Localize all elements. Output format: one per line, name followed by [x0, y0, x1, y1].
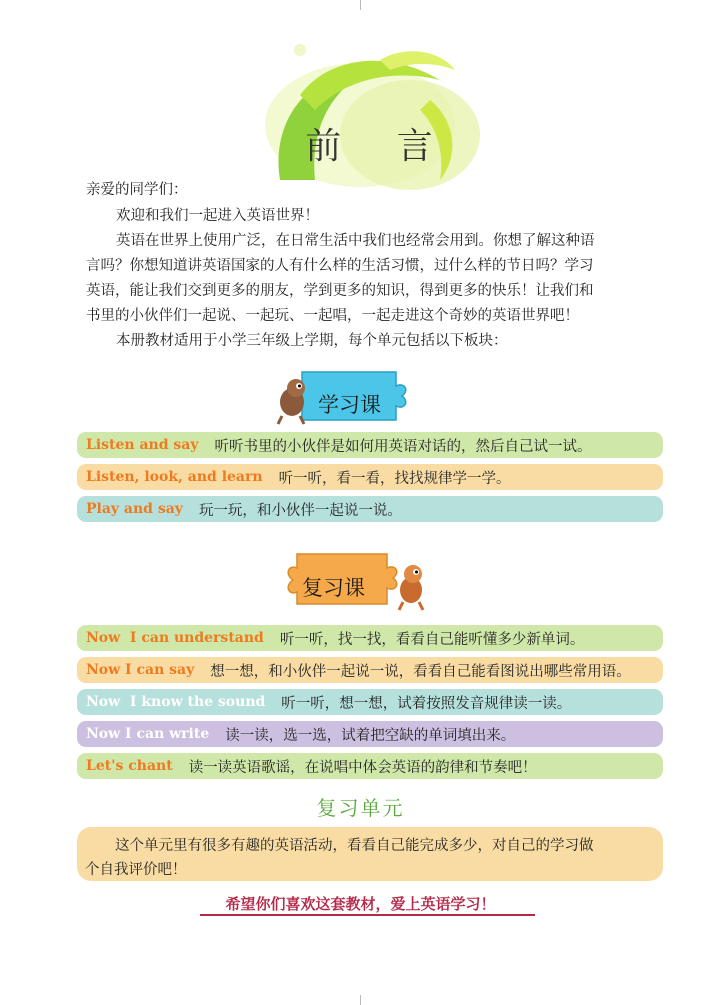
review-row-lets-chant	[77, 753, 663, 779]
crop-mark	[360, 995, 361, 1005]
intro-line-3: 言吗？你想知道讲英语国家的人有什么样的生活习惯，过什么样的节日吗？学习	[86, 258, 594, 274]
review-unit-box	[77, 827, 663, 881]
study-row-listen-and-say	[77, 432, 663, 458]
row-label: Now I know the sound	[86, 694, 266, 710]
study-row-listen-look-learn	[77, 464, 663, 490]
intro-line-2: 英语在世界上使用广泛，在日常生活中我们也经常会用到。你想了解这种语	[116, 233, 595, 249]
row-description: 听一听，想一想，试着按照发音规律读一读。	[281, 695, 572, 712]
closing-underline	[200, 914, 535, 916]
row-description: 听听书里的小伙伴是如何用英语对话的，然后自己试一试。	[214, 438, 592, 455]
title-leaf-decoration	[240, 30, 500, 200]
intro-line-5: 书里的小伙伴们一起说、一起玩、一起唱，一起走进这个奇妙的英语世界吧！	[86, 308, 579, 324]
row-description: 听一听，看一看，找找规律学一学。	[278, 470, 511, 487]
row-label: Listen and say	[86, 437, 199, 453]
intro-line-4: 英语，能让我们交到更多的朋友，学到更多的知识，得到更多的快乐！让我们和	[86, 283, 594, 299]
row-description: 读一读，选一选，试着把空缺的单词填出来。	[225, 727, 516, 744]
review-row-now-i-know-the-sound	[77, 689, 663, 715]
review-row-now-i-can-write	[77, 721, 663, 747]
review-row-now-i-can-say	[77, 657, 663, 683]
review-row-now-i-can-understand	[77, 625, 663, 651]
row-label: Listen, look, and learn	[86, 469, 263, 485]
greeting: 亲爱的同学们：	[86, 182, 188, 198]
row-description: 想一想，和小伙伴一起说一说，看看自己能看图说出哪些常用语。	[210, 663, 631, 680]
row-label: Play and say	[86, 501, 183, 517]
review-unit-line-1: 这个单元里有很多有趣的英语活动，看看自己能完成多少，对自己的学习做	[115, 838, 594, 854]
row-label: Let's chant	[86, 758, 173, 774]
cartoon-character-icon	[278, 379, 305, 424]
intro-line-6: 本册教材适用于小学三年级上学期，每个单元包括以下板块：	[116, 333, 508, 349]
row-label: Now I can understand	[86, 630, 264, 646]
cartoon-character-icon	[399, 565, 423, 610]
crop-mark	[360, 0, 361, 10]
row-description: 读一读英语歌谣，在说唱中体会英语的韵律和节奏吧！	[188, 759, 537, 776]
row-description: 玩一玩，和小伙伴一起说一说。	[198, 502, 402, 519]
row-label: Now I can say	[86, 662, 195, 678]
review-section-heading: 复习课	[302, 576, 365, 600]
page-title: 前 言	[305, 126, 455, 167]
review-unit-heading: 复习单元	[316, 796, 405, 820]
intro-line-1: 欢迎和我们一起进入英语世界！	[116, 208, 319, 224]
row-label: Now I can write	[86, 726, 210, 742]
review-unit-line-2: 个自我评价吧！	[85, 862, 187, 878]
study-row-play-and-say	[77, 496, 663, 522]
study-section-heading: 学习课	[318, 393, 381, 417]
row-description: 听一听，找一找，看看自己能听懂多少新单词。	[279, 631, 585, 648]
closing-message: 希望你们喜欢这套教材，爱上英语学习！	[225, 895, 496, 913]
